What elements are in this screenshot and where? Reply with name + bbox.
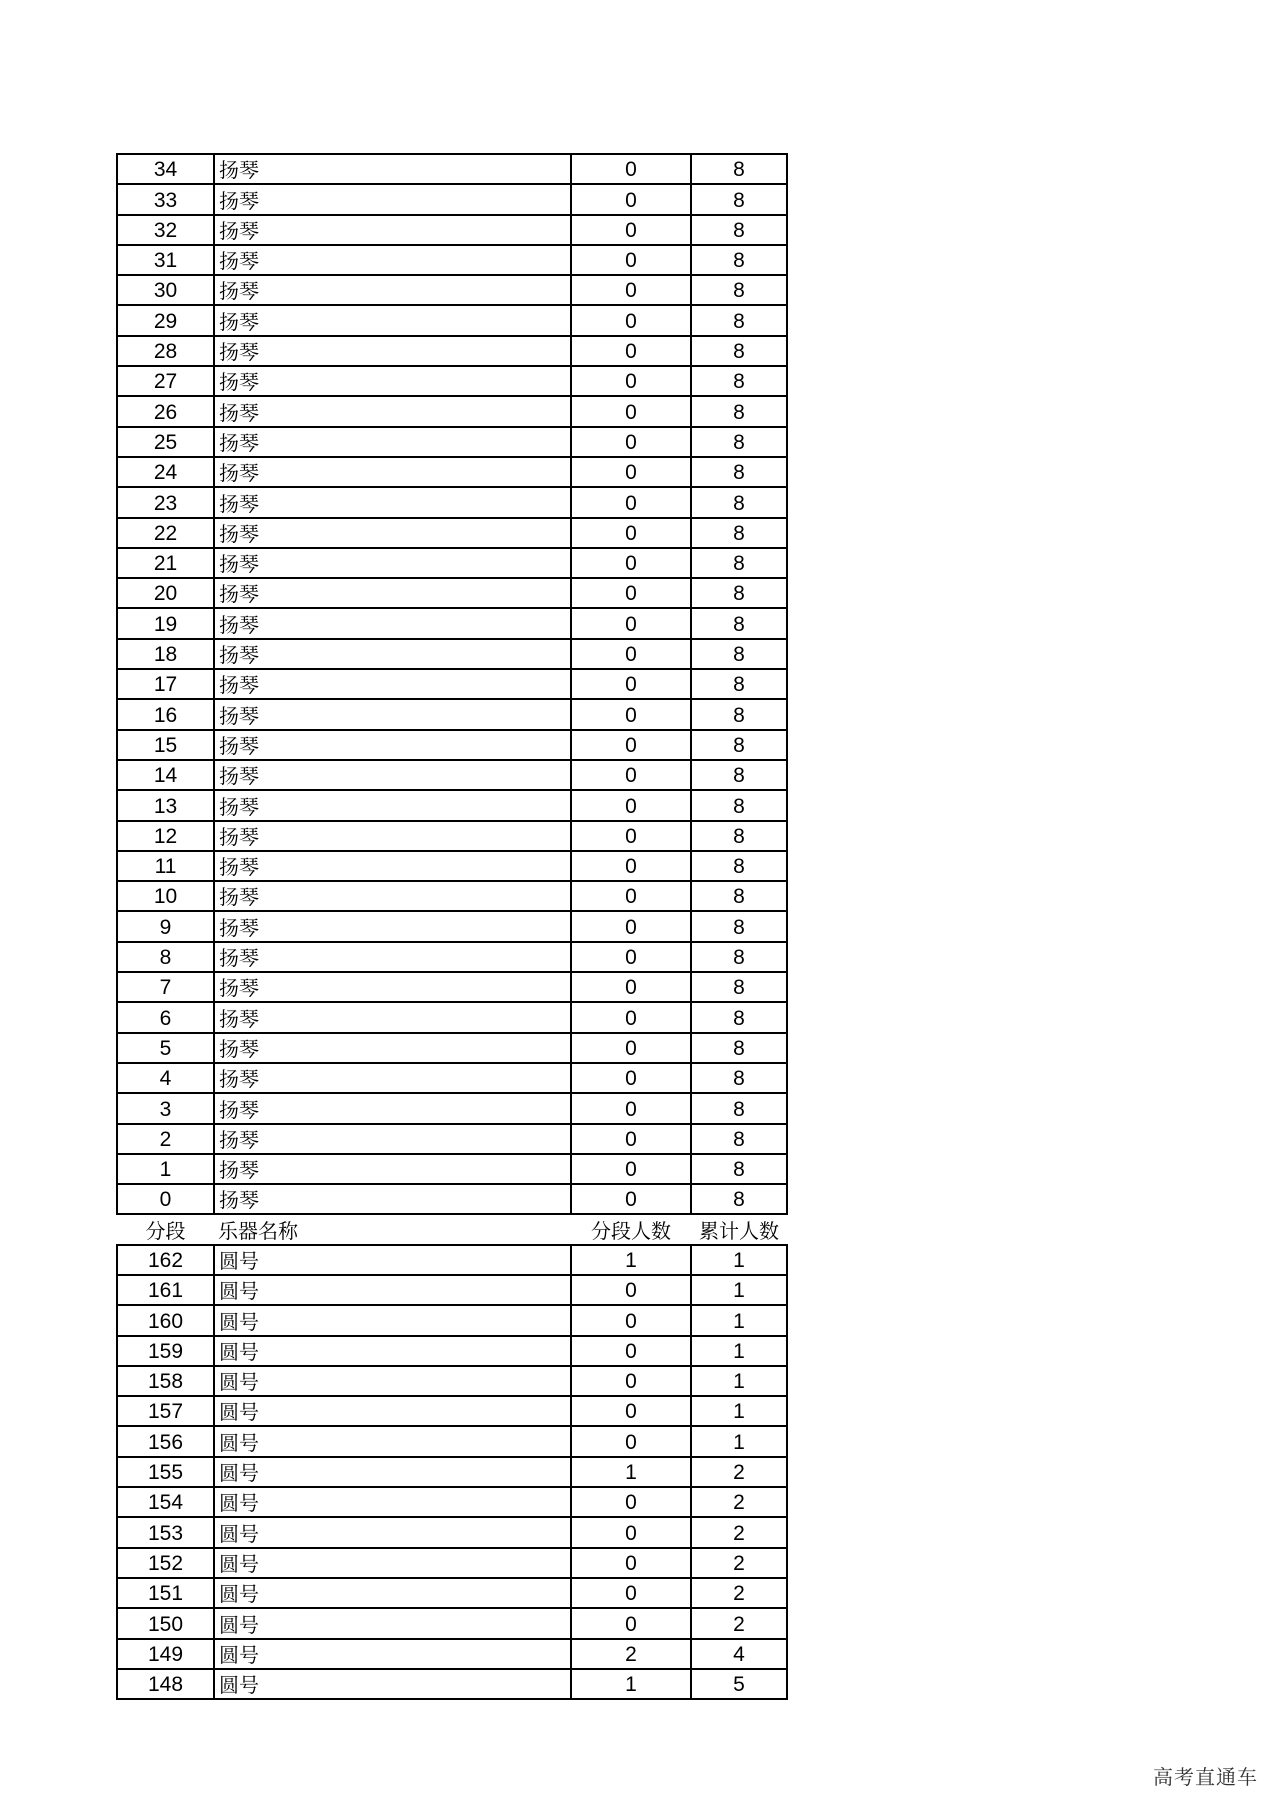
instrument-cell: 扬琴 xyxy=(214,215,571,245)
instrument-cell: 扬琴 xyxy=(214,396,571,426)
cumulative-cell: 8 xyxy=(691,821,787,851)
score-cell: 152 xyxy=(117,1548,214,1578)
instrument-cell: 扬琴 xyxy=(214,608,571,638)
instrument-cell: 扬琴 xyxy=(214,1124,571,1154)
cumulative-cell: 2 xyxy=(691,1608,787,1638)
table-row xyxy=(117,911,787,941)
score-cell: 23 xyxy=(117,487,214,517)
count-cell: 0 xyxy=(571,1608,691,1638)
table-row xyxy=(117,790,787,820)
cumulative-cell: 8 xyxy=(691,1124,787,1154)
count-cell: 0 xyxy=(571,821,691,851)
count-cell: 1 xyxy=(571,1457,691,1487)
count-cell: 0 xyxy=(571,1154,691,1184)
table-row xyxy=(117,396,787,426)
cumulative-cell: 8 xyxy=(691,184,787,214)
table-row xyxy=(117,245,787,275)
count-cell: 0 xyxy=(571,1002,691,1032)
table-row xyxy=(117,336,787,366)
instrument-cell: 扬琴 xyxy=(214,1093,571,1123)
table-row xyxy=(117,1002,787,1032)
instrument-cell: 圆号 xyxy=(214,1487,571,1517)
count-cell: 0 xyxy=(571,1093,691,1123)
score-cell: 31 xyxy=(117,245,214,275)
count-cell: 0 xyxy=(571,669,691,699)
table-row xyxy=(117,1517,787,1547)
instrument-cell: 扬琴 xyxy=(214,730,571,760)
cumulative-cell: 4 xyxy=(691,1639,787,1669)
score-cell: 5 xyxy=(117,1033,214,1063)
table-row xyxy=(117,1548,787,1578)
instrument-cell: 扬琴 xyxy=(214,548,571,578)
instrument-cell: 圆号 xyxy=(214,1396,571,1426)
table-row xyxy=(117,1366,787,1396)
table-row xyxy=(117,305,787,335)
score-cell: 12 xyxy=(117,821,214,851)
cumulative-cell: 8 xyxy=(691,1184,787,1214)
count-cell: 0 xyxy=(571,154,691,184)
count-cell: 0 xyxy=(571,1517,691,1547)
table-row xyxy=(117,215,787,245)
count-cell: 0 xyxy=(571,487,691,517)
table-row xyxy=(117,1063,787,1093)
score-cell: 158 xyxy=(117,1366,214,1396)
count-cell: 0 xyxy=(571,1184,691,1214)
cumulative-cell: 8 xyxy=(691,366,787,396)
score-cell: 1 xyxy=(117,1154,214,1184)
cumulative-cell: 8 xyxy=(691,972,787,1002)
cumulative-cell: 8 xyxy=(691,1033,787,1063)
count-cell: 0 xyxy=(571,1426,691,1456)
score-cell: 24 xyxy=(117,457,214,487)
table-row xyxy=(117,487,787,517)
cumulative-cell: 8 xyxy=(691,1002,787,1032)
count-cell: 0 xyxy=(571,245,691,275)
count-cell: 0 xyxy=(571,639,691,669)
table-row xyxy=(117,760,787,790)
header-score-label: 分段 xyxy=(145,1218,186,1243)
table-row xyxy=(117,1457,787,1487)
cumulative-cell: 1 xyxy=(691,1275,787,1305)
score-cell: 151 xyxy=(117,1578,214,1608)
count-cell: 0 xyxy=(571,336,691,366)
score-cell: 18 xyxy=(117,639,214,669)
score-cell: 2 xyxy=(117,1124,214,1154)
count-cell: 0 xyxy=(571,1396,691,1426)
header-count-label: 分段人数 xyxy=(591,1218,671,1243)
count-cell: 0 xyxy=(571,578,691,608)
table-row xyxy=(117,1396,787,1426)
score-cell: 22 xyxy=(117,518,214,548)
cumulative-cell: 5 xyxy=(691,1669,787,1699)
cumulative-cell: 8 xyxy=(691,487,787,517)
table-row xyxy=(117,821,787,851)
table-row xyxy=(117,1033,787,1063)
table-row xyxy=(117,1124,787,1154)
table-row xyxy=(117,669,787,699)
score-cell: 4 xyxy=(117,1063,214,1093)
score-cell: 29 xyxy=(117,305,214,335)
instrument-cell: 扬琴 xyxy=(214,457,571,487)
count-cell: 0 xyxy=(571,911,691,941)
instrument-cell: 扬琴 xyxy=(214,972,571,1002)
instrument-cell: 圆号 xyxy=(214,1639,571,1669)
cumulative-cell: 8 xyxy=(691,457,787,487)
cumulative-cell: 2 xyxy=(691,1548,787,1578)
cumulative-cell: 1 xyxy=(691,1396,787,1426)
cumulative-cell: 1 xyxy=(691,1245,787,1275)
table-row xyxy=(117,427,787,457)
cumulative-cell: 8 xyxy=(691,851,787,881)
score-cell: 7 xyxy=(117,972,214,1002)
count-cell: 0 xyxy=(571,275,691,305)
table-row xyxy=(117,1578,787,1608)
cumulative-cell: 8 xyxy=(691,215,787,245)
table-row xyxy=(117,1608,787,1638)
table-row xyxy=(117,1093,787,1123)
instrument-cell: 扬琴 xyxy=(214,427,571,457)
instrument-cell: 扬琴 xyxy=(214,1002,571,1032)
table-row xyxy=(117,548,787,578)
table-row xyxy=(117,1154,787,1184)
score-cell: 33 xyxy=(117,184,214,214)
instrument-cell: 扬琴 xyxy=(214,275,571,305)
cumulative-cell: 8 xyxy=(691,942,787,972)
cumulative-cell: 8 xyxy=(691,305,787,335)
table-row xyxy=(117,1305,787,1335)
instrument-cell: 扬琴 xyxy=(214,911,571,941)
table-row xyxy=(117,1487,787,1517)
score-cell: 19 xyxy=(117,608,214,638)
count-cell: 0 xyxy=(571,760,691,790)
count-cell: 0 xyxy=(571,699,691,729)
instrument-cell: 扬琴 xyxy=(214,487,571,517)
instrument-cell: 扬琴 xyxy=(214,1154,571,1184)
instrument-cell: 扬琴 xyxy=(214,184,571,214)
score-cell: 159 xyxy=(117,1336,214,1366)
instrument-cell: 圆号 xyxy=(214,1669,571,1699)
score-cell: 154 xyxy=(117,1487,214,1517)
score-cell: 150 xyxy=(117,1608,214,1638)
score-cell: 34 xyxy=(117,154,214,184)
count-cell: 0 xyxy=(571,942,691,972)
score-cell: 20 xyxy=(117,578,214,608)
count-cell: 0 xyxy=(571,1366,691,1396)
instrument-cell: 圆号 xyxy=(214,1336,571,1366)
score-cell: 27 xyxy=(117,366,214,396)
cumulative-cell: 8 xyxy=(691,639,787,669)
count-cell: 0 xyxy=(571,184,691,214)
cumulative-cell: 8 xyxy=(691,790,787,820)
cumulative-cell: 8 xyxy=(691,245,787,275)
score-cell: 149 xyxy=(117,1639,214,1669)
score-cell: 14 xyxy=(117,760,214,790)
count-cell: 0 xyxy=(571,1548,691,1578)
count-cell: 0 xyxy=(571,548,691,578)
score-cell: 3 xyxy=(117,1093,214,1123)
table-row xyxy=(117,972,787,1002)
instrument-cell: 扬琴 xyxy=(214,821,571,851)
cumulative-cell: 2 xyxy=(691,1457,787,1487)
table-row xyxy=(117,1245,787,1275)
score-cell: 13 xyxy=(117,790,214,820)
instrument-cell: 扬琴 xyxy=(214,669,571,699)
table-row xyxy=(117,1336,787,1366)
cumulative-cell: 8 xyxy=(691,275,787,305)
instrument-cell: 圆号 xyxy=(214,1245,571,1275)
score-cell: 26 xyxy=(117,396,214,426)
cumulative-cell: 8 xyxy=(691,608,787,638)
cumulative-cell: 2 xyxy=(691,1517,787,1547)
score-cell: 155 xyxy=(117,1457,214,1487)
instrument-cell: 圆号 xyxy=(214,1608,571,1638)
table-row xyxy=(117,275,787,305)
table-row xyxy=(117,881,787,911)
instrument-cell: 圆号 xyxy=(214,1275,571,1305)
table-row xyxy=(117,518,787,548)
instrument-cell: 扬琴 xyxy=(214,518,571,548)
count-cell: 0 xyxy=(571,1487,691,1517)
cumulative-cell: 1 xyxy=(691,1366,787,1396)
score-cell: 162 xyxy=(117,1245,214,1275)
score-cell: 160 xyxy=(117,1305,214,1335)
count-cell: 0 xyxy=(571,427,691,457)
count-cell: 0 xyxy=(571,1063,691,1093)
count-cell: 0 xyxy=(571,1275,691,1305)
instrument-cell: 扬琴 xyxy=(214,790,571,820)
cumulative-cell: 8 xyxy=(691,911,787,941)
table-row xyxy=(117,1639,787,1669)
score-cell: 156 xyxy=(117,1426,214,1456)
table-row xyxy=(117,942,787,972)
cumulative-cell: 8 xyxy=(691,396,787,426)
instrument-cell: 扬琴 xyxy=(214,154,571,184)
cumulative-cell: 8 xyxy=(691,154,787,184)
table-row xyxy=(117,1669,787,1699)
cumulative-cell: 8 xyxy=(691,1063,787,1093)
score-cell: 17 xyxy=(117,669,214,699)
header-cumulative-label: 累计人数 xyxy=(699,1218,779,1243)
table-row xyxy=(117,1184,787,1214)
score-cell: 157 xyxy=(117,1396,214,1426)
count-cell: 0 xyxy=(571,1578,691,1608)
count-cell: 0 xyxy=(571,1336,691,1366)
cumulative-cell: 8 xyxy=(691,518,787,548)
cumulative-cell: 8 xyxy=(691,548,787,578)
instrument-cell: 扬琴 xyxy=(214,851,571,881)
count-cell: 0 xyxy=(571,1305,691,1335)
cumulative-cell: 8 xyxy=(691,427,787,457)
count-cell: 0 xyxy=(571,1033,691,1063)
cumulative-cell: 8 xyxy=(691,760,787,790)
score-cell: 30 xyxy=(117,275,214,305)
score-cell: 161 xyxy=(117,1275,214,1305)
table-row xyxy=(117,608,787,638)
count-cell: 2 xyxy=(571,1639,691,1669)
table-row xyxy=(117,154,787,184)
count-cell: 0 xyxy=(571,972,691,1002)
table-body xyxy=(117,154,787,1699)
score-cell: 16 xyxy=(117,699,214,729)
count-cell: 0 xyxy=(571,608,691,638)
cumulative-cell: 1 xyxy=(691,1426,787,1456)
cumulative-cell: 1 xyxy=(691,1336,787,1366)
cumulative-cell: 2 xyxy=(691,1578,787,1608)
score-cell: 32 xyxy=(117,215,214,245)
instrument-cell: 扬琴 xyxy=(214,942,571,972)
instrument-cell: 扬琴 xyxy=(214,1063,571,1093)
table-row xyxy=(117,851,787,881)
score-cell: 11 xyxy=(117,851,214,881)
score-cell: 21 xyxy=(117,548,214,578)
count-cell: 0 xyxy=(571,215,691,245)
count-cell: 0 xyxy=(571,518,691,548)
cumulative-cell: 8 xyxy=(691,1154,787,1184)
count-cell: 0 xyxy=(571,305,691,335)
table-row xyxy=(117,1275,787,1305)
instrument-cell: 圆号 xyxy=(214,1578,571,1608)
count-cell: 0 xyxy=(571,396,691,426)
instrument-cell: 圆号 xyxy=(214,1457,571,1487)
cumulative-cell: 8 xyxy=(691,578,787,608)
instrument-cell: 扬琴 xyxy=(214,305,571,335)
count-cell: 1 xyxy=(571,1245,691,1275)
score-cell: 8 xyxy=(117,942,214,972)
score-cell: 0 xyxy=(117,1184,214,1214)
instrument-cell: 圆号 xyxy=(214,1366,571,1396)
instrument-cell: 扬琴 xyxy=(214,1033,571,1063)
instrument-cell: 扬琴 xyxy=(214,366,571,396)
score-cell: 15 xyxy=(117,730,214,760)
cumulative-cell: 8 xyxy=(691,669,787,699)
count-cell: 0 xyxy=(571,790,691,820)
instrument-cell: 扬琴 xyxy=(214,639,571,669)
score-distribution-table xyxy=(116,153,788,1700)
cumulative-cell: 8 xyxy=(691,336,787,366)
instrument-cell: 扬琴 xyxy=(214,699,571,729)
count-cell: 0 xyxy=(571,457,691,487)
watermark-text: 高考直通车 xyxy=(1153,1765,1258,1789)
instrument-cell: 扬琴 xyxy=(214,760,571,790)
count-cell: 0 xyxy=(571,730,691,760)
score-cell: 25 xyxy=(117,427,214,457)
instrument-cell: 扬琴 xyxy=(214,578,571,608)
instrument-cell: 扬琴 xyxy=(214,336,571,366)
instrument-cell: 圆号 xyxy=(214,1517,571,1547)
table-row xyxy=(117,699,787,729)
count-cell: 0 xyxy=(571,851,691,881)
instrument-cell: 圆号 xyxy=(214,1426,571,1456)
score-cell: 10 xyxy=(117,881,214,911)
instrument-cell: 扬琴 xyxy=(214,881,571,911)
cumulative-cell: 1 xyxy=(691,1305,787,1335)
cumulative-cell: 8 xyxy=(691,699,787,729)
instrument-cell: 扬琴 xyxy=(214,1184,571,1214)
cumulative-cell: 8 xyxy=(691,1093,787,1123)
table-row xyxy=(117,1426,787,1456)
table-row xyxy=(117,184,787,214)
count-cell: 0 xyxy=(571,366,691,396)
table-row xyxy=(117,457,787,487)
instrument-cell: 圆号 xyxy=(214,1548,571,1578)
table-row xyxy=(117,366,787,396)
header-instrument-label: 乐器名称 xyxy=(218,1218,298,1243)
score-cell: 9 xyxy=(117,911,214,941)
score-cell: 148 xyxy=(117,1669,214,1699)
score-cell: 153 xyxy=(117,1517,214,1547)
score-cell: 6 xyxy=(117,1002,214,1032)
table-row xyxy=(117,730,787,760)
score-cell: 28 xyxy=(117,336,214,366)
table-row xyxy=(117,578,787,608)
instrument-cell: 扬琴 xyxy=(214,245,571,275)
table-row xyxy=(117,639,787,669)
count-cell: 0 xyxy=(571,1124,691,1154)
instrument-cell: 圆号 xyxy=(214,1305,571,1335)
count-cell: 0 xyxy=(571,881,691,911)
count-cell: 1 xyxy=(571,1669,691,1699)
cumulative-cell: 2 xyxy=(691,1487,787,1517)
cumulative-cell: 8 xyxy=(691,730,787,760)
table-header-row xyxy=(117,1214,787,1244)
cumulative-cell: 8 xyxy=(691,881,787,911)
